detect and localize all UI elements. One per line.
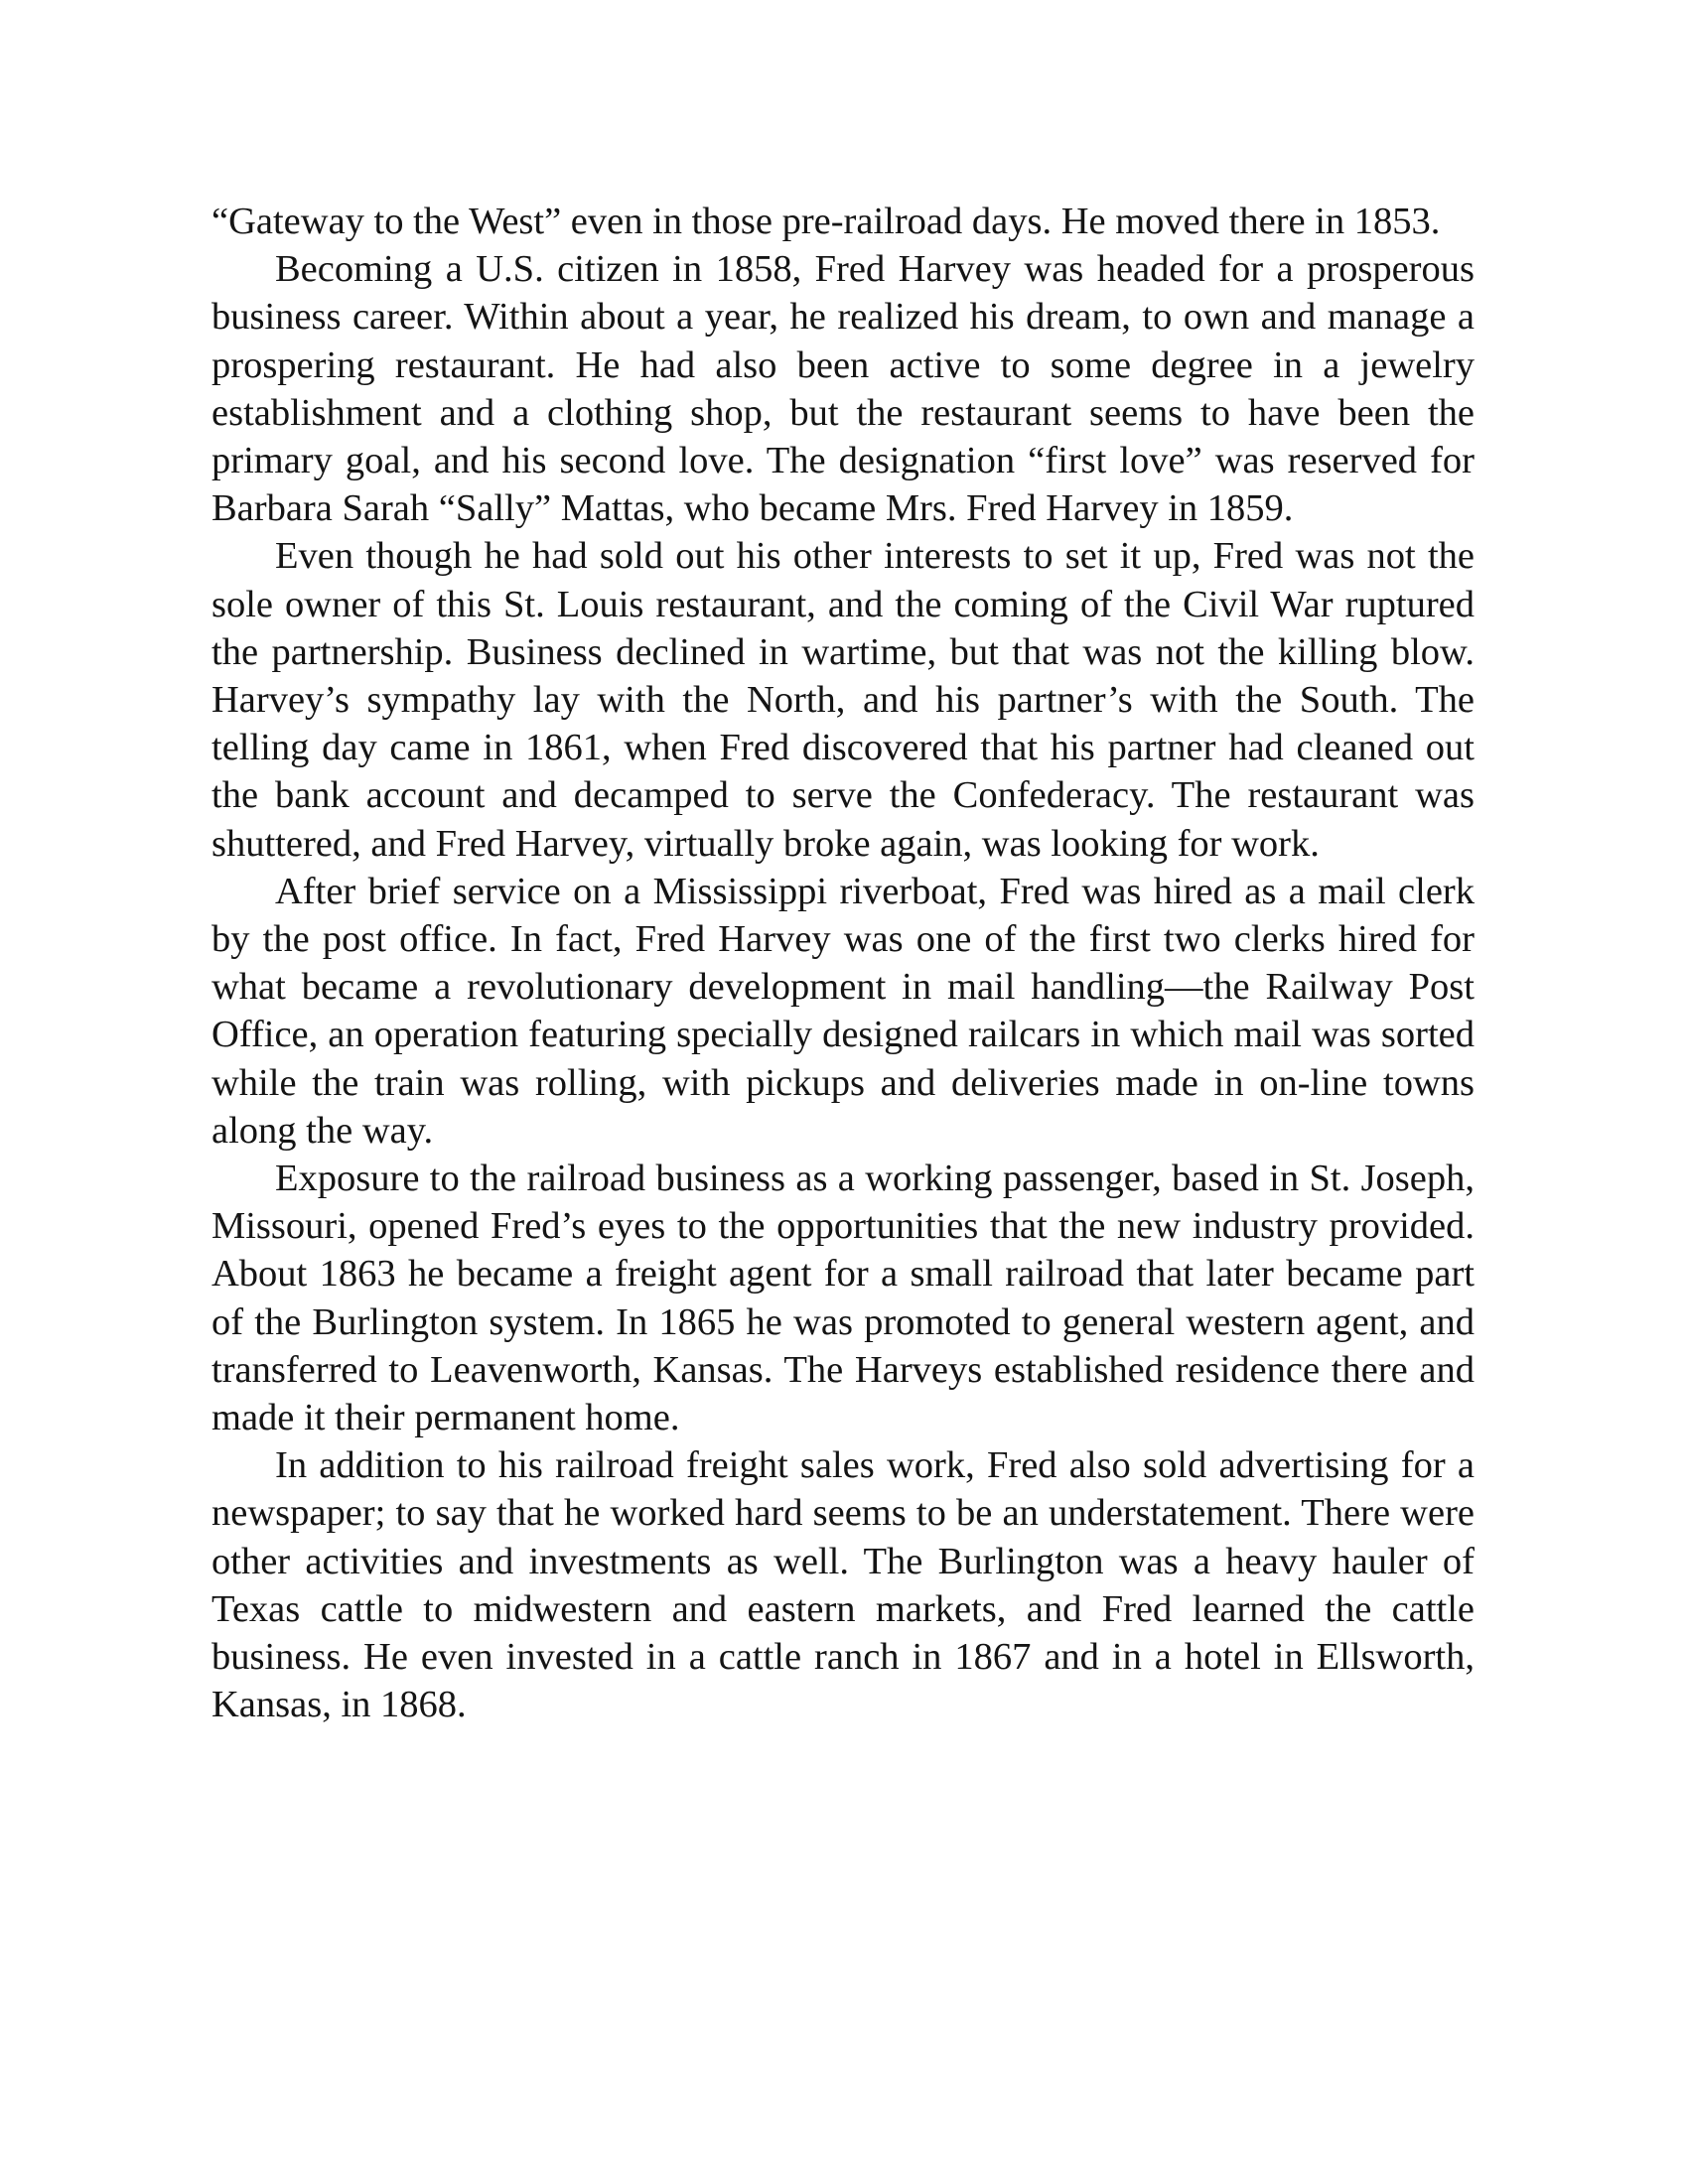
paragraph: After brief service on a Mississippi riverboat, Fred was hired as a mail clerk by the post office. In fact, Fred Harvey was one of the first two clerks hired for what became a revolutionary development in mail handling—the Railway Post Office, an operation featuring specially designed railcars in which mail was sorted while the train was rolling, with pickups and deliveries made in on-line towns along the way. xyxy=(211,870,1475,1152)
paragraph: Exposure to the railroad business as a working passenger, based in St. Joseph, Missouri, opened Fred’s eyes to the opportunities that the new industry provided. About 1863 he became a freight agent for a small railroad that later became part of the Burlington system. In 1865 he was promoted to general western agent, and transferred to Leavenworth, Kansas. The Harveys established residence there and made it their permanent home. xyxy=(211,1158,1475,1439)
paragraph-continuation: “Gateway to the West” even in those pre-railroad days. He moved there in 1853. xyxy=(211,201,1441,242)
paragraph: In addition to his railroad freight sales work, Fred also sold advertising for a newspaper; to say that he worked hard seems to be an understatement. There were other activities and investments as well. The Burlington was a heavy hauler of Texas cattle to midwestern and eastern markets, and Fred learned the cattle business. He even invested in a cattle ranch in 1867 and in a hotel in Ellsworth, Kansas, in 1868. xyxy=(211,1444,1475,1726)
page-body-text xyxy=(211,198,1475,1729)
paragraph: Even though he had sold out his other interests to set it up, Fred was not the sole owner of this St. Louis restaurant, and the coming of the Civil War ruptured the partnership. Business declined in wartime, but that was not the killing blow. Harvey’s sympathy lay with the North, and his partner’s with the South. The telling day came in 1861, when Fred discovered that his partner had cleaned out the bank account and decamped to serve the Confederacy. The restaurant was shuttered, and Fred Harvey, virtually broke again, was looking for work. xyxy=(211,535,1475,865)
paragraph: Becoming a U.S. citizen in 1858, Fred Harvey was headed for a prosperous business career. Within about a year, he realized his dream, to own and manage a prospering restaurant. He had also been active to some degree in a jewelry establishment and a clothing shop, but the restaurant seems to have been the primary goal, and his second love. The designation “first love” was reserved for Barbara Sarah “Sally” Mattas, who became Mrs. Fred Harvey in 1859. xyxy=(211,248,1475,530)
